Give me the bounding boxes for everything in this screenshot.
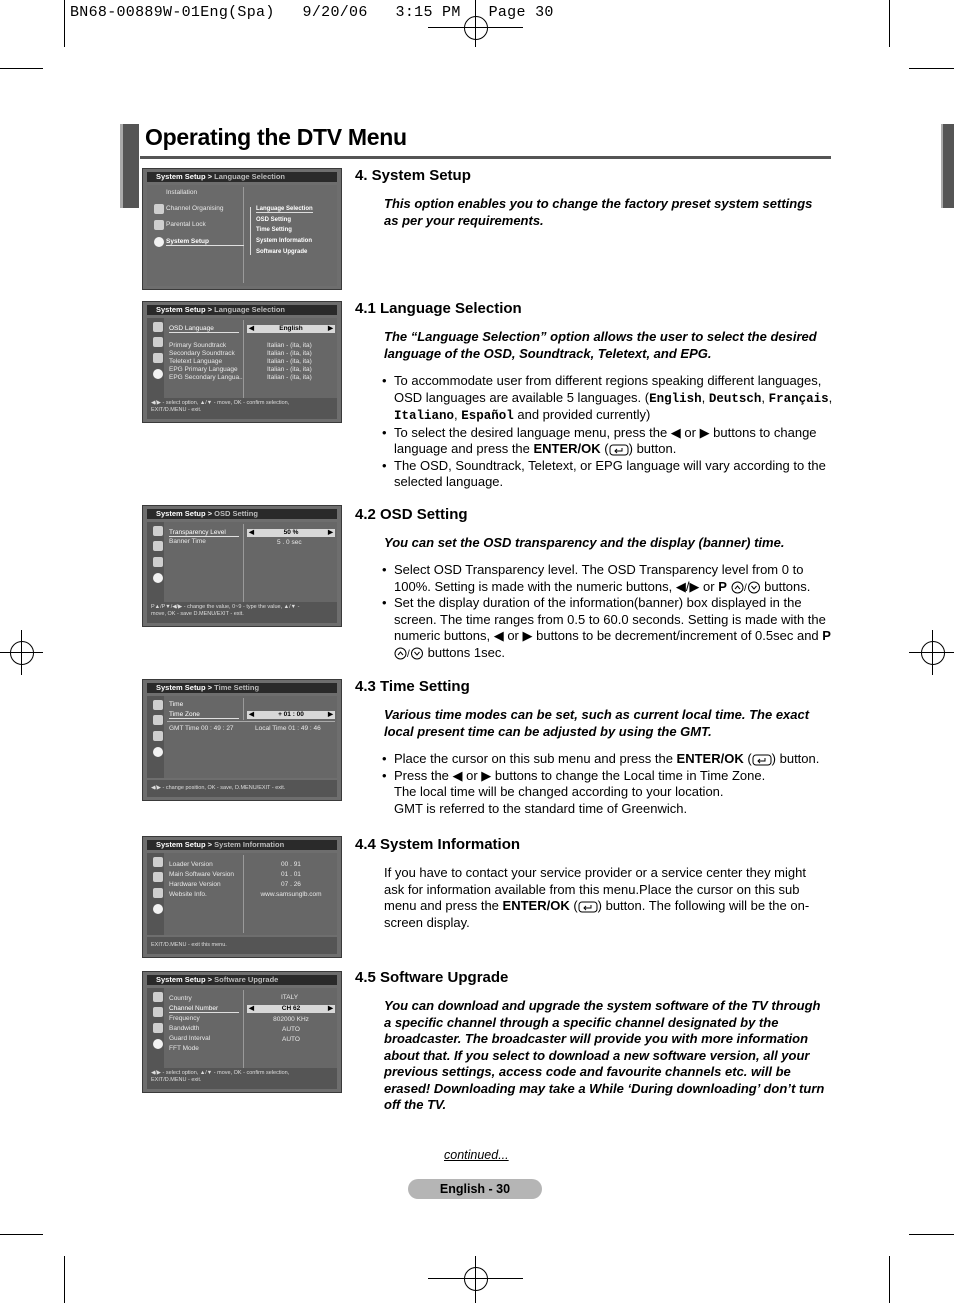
page-number-badge: English - 30 [408,1179,542,1199]
system-setup-icon [153,904,163,914]
osd-screen-software-upgrade [142,971,342,1093]
osd-menu-item-selected: System Setup [166,238,244,246]
registration-mark-icon [464,1267,488,1291]
crop-mark [889,1256,890,1303]
enter-icon [609,444,629,456]
bullet-item: • Place the cursor on this sub menu and press the ENTER/OK ( ) button. [384,751,834,768]
osd-value-list: Italian - (ita, ita) Italian - (ita, ita) Italian - (ita, ita) Italian - (ita, ita) Italian - (ita, ita) [267,342,312,381]
continued-note: continued... [444,1148,509,1162]
system-setup-icon [154,237,164,247]
antenna-icon [153,526,163,536]
body-line: GMT is referred to the standard time of Greenwich. [394,800,688,816]
title-accent-bar [120,124,139,208]
lock-icon [153,353,163,363]
osd-option-list: Frequency Bandwidth Guard Interval FFT Mode [169,1015,211,1052]
crop-mark [909,1234,954,1235]
osd-title-bar: System Setup > Language Selection [147,305,337,315]
osd-submenu-item: Software Upgrade [256,249,308,255]
channel-icon [153,715,163,725]
section-heading: 4.2 OSD Setting [355,506,468,523]
osd-menu-item: Parental Lock [166,221,206,228]
system-setup-icon [153,747,163,757]
osd-option-value: ITALY [281,994,299,1001]
section-body: If you have to contact your service provider or a service center they might ask for information available from this menu.Place the cursor on this sub menu and press the ENTER/OK ( ) button. The following will be the on-screen display. [384,865,810,930]
crop-mark [0,68,43,69]
osd-title-bar: System Setup > System Information [147,840,337,850]
page-title: Operating the DTV Menu [145,124,407,150]
system-setup-icon [153,369,163,379]
channel-icon [153,541,163,551]
lock-icon [153,557,163,567]
section-intro: You can download and upgrade the system software of the TV through a specific channel through a specific channel designated by the broadcaster. The broadcaster will provide you with more information about that. If you select to download a new software version, all your previous settings, access code and favourite channels etc. will be erased! Downloading may take a While ‘During downloading’ don’t turn off the TV. [384,998,825,1112]
system-setup-icon [153,1039,163,1049]
crop-mark [909,68,954,69]
osd-help-bar: ◀/▶ - select option, ▲/▼ - move, OK - confirm selection, EXIT/D.MENU - exit. [147,1068,337,1089]
osd-option-label: Time Zone [169,711,239,719]
channel-icon [153,872,163,882]
section-intro: The “Language Selection” option allows the user to select the desired language of the OSD, Soundtrack, Teletext, and EPG. [384,329,817,361]
osd-screen-system-setup [142,168,342,290]
section-intro: You can set the OSD transparency and the display (banner) time. [384,535,785,550]
bullet-item: • To select the desired language menu, press the ◀ or ▶ buttons to change language and press the ENTER/OK ( ) button. [384,425,834,458]
antenna-icon [153,857,163,867]
enter-icon [578,901,598,913]
osd-title-bar: System Setup > Time Setting [147,683,337,693]
osd-screen-time-setting [142,679,342,801]
registration-mark-icon [10,641,34,665]
section-heading: 4.5 Software Upgrade [355,969,509,986]
crop-mark [64,0,65,47]
osd-info-values: 00 . 91 01 . 01 07 . 26 www.samsunglb.com [260,861,322,898]
osd-title-bar: System Setup > Language Selection [147,172,337,182]
osd-option-label: Transparency Level [169,529,239,537]
osd-option-label: Country [169,995,192,1002]
print-slug: BN68-00889W-01Eng(Spa) 9/20/06 3:15 PM Page 30 [70,4,554,21]
title-accent-bar [941,124,954,208]
osd-option-value: 5 . 0 sec [277,539,302,546]
osd-menu-item: Installation [166,189,198,196]
osd-screen-osd-setting [142,505,342,627]
osd-title-bar: System Setup > Software Upgrade [147,975,337,985]
section-heading: 4.1 Language Selection [355,300,522,317]
osd-value-box: ◀ + 01 : 00 ▶ [249,711,333,718]
osd-info-labels: Loader Version Main Software Version Hardware Version Website Info. [169,861,235,898]
bullet-item: • Set the display duration of the information(banner) box displayed in the screen. The time ranges from 0.5 to 60.0 seconds. Setting is made with the numeric buttons, ◀ or ▶ buttons to be decrement/increment of 0.5sec and P / buttons 1sec. [384,595,834,661]
title-rule [140,156,831,159]
osd-submenu-item: Time Setting [256,227,292,233]
svg-text:/: / [743,582,747,594]
osd-option-label: Time [169,701,184,708]
body-line: The local time will be changed according to your location. [394,784,724,799]
osd-help-bar: ◀/▶ - select option, ▲/▼ - move, OK - confirm selection, EXIT/D.MENU - exit. [147,398,337,419]
osd-screen-system-information [142,836,342,958]
crop-mark [64,1256,65,1303]
osd-submenu-item: Language Selection [256,206,313,212]
section-intro: This option enables you to change the factory preset system settings as per your requirements. [384,196,813,228]
osd-submenu-item: OSD Setting [256,217,292,223]
crop-mark [889,0,890,47]
lock-icon [153,731,163,741]
osd-option-list: Primary Soundtrack Secondary Soundtrack Teletext Language EPG Primary Language EPG Secondary Langua.. [169,342,243,381]
osd-option-label: OSD Language [169,325,239,333]
channel-icon [153,337,163,347]
osd-value-box: ◀ English ▶ [249,325,333,332]
lock-icon [153,1023,163,1033]
osd-help-bar: P▲/P▼/◀/▶ - change the value, 0~9 - type the value, ▲/▼ - move, OK - save D.MENU/EXIT - exit. [147,602,337,623]
osd-submenu-item: System Information [256,238,313,244]
section-heading: 4.4 System Information [355,836,521,853]
osd-value-box: ◀ CH 62 ▶ [249,1005,333,1012]
osd-help-bar: ◀/▶ - change position, OK - save, D.MENU/EXIT - exit. [147,780,337,797]
bullet-item: • To accommodate user from different regions speaking different languages, OSD languages are available 5 languages. (English, Deutsch, Français, Italiano, Español and provided currently) [384,373,834,425]
osd-title-bar: System Setup > OSD Setting [147,509,337,519]
bullet-item: • Select OSD Transparency level. The OSD Transparency level from 0 to 100%. Setting is made with the numeric buttons, ◀/▶ or P / buttons. [384,562,834,595]
local-time: Local Time 01 : 49 : 46 [255,725,321,732]
section-heading: 4. System Setup [355,167,471,184]
gmt-time: GMT Time 00 : 49 : 27 [169,725,234,732]
osd-value-list: 802000 KHz AUTO AUTO [273,1016,309,1043]
p-up-down-icon [394,647,424,660]
channel-icon [154,204,164,214]
registration-mark-icon [921,641,945,665]
antenna-icon [153,992,163,1002]
osd-value-box: ◀ 50 % ▶ [249,529,333,536]
antenna-icon [153,700,163,710]
svg-text:/: / [407,648,410,660]
bullet-item: • The OSD, Soundtrack, Teletext, or EPG language will vary according to the selected language. [384,458,834,491]
osd-option-label: Channel Number [169,1005,239,1013]
bullet-item: • Press the ◀ or ▶ buttons to change the Local time in Time Zone. [384,768,834,785]
system-setup-icon [153,573,163,583]
osd-screen-language-selection [142,301,342,423]
p-up-down-icon [731,581,761,594]
section-intro: Various time modes can be set, such as current local time. The exact local present time can be adjusted by using the GMT. [384,707,810,739]
osd-option-label: Banner Time [169,538,206,545]
section-heading: 4.3 Time Setting [355,678,470,695]
crop-mark [0,1234,43,1235]
antenna-icon [153,322,163,332]
section-body [384,373,834,491]
enter-icon [752,754,772,766]
lock-icon [154,220,164,230]
osd-help-bar: EXIT/D.MENU - exit this menu. [147,937,337,954]
osd-menu-item: Channel Organising [166,205,224,212]
section-body [384,751,834,817]
section-body [384,562,834,661]
channel-icon [153,1007,163,1017]
lock-icon [153,888,163,898]
